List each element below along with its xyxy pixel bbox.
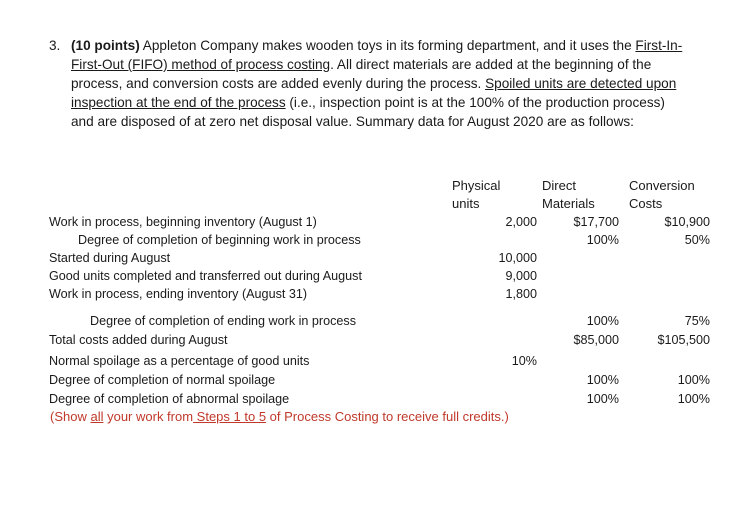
row-conversion: 100%	[677, 373, 710, 387]
row-materials: 100%	[586, 233, 619, 247]
instruction-note	[50, 409, 509, 424]
row-label: Degree of completion of ending work in process	[90, 314, 357, 328]
header-conversion-line1: Conversion	[629, 178, 695, 193]
row-conversion: 50%	[684, 233, 710, 247]
question-number: 3.	[49, 38, 61, 53]
row-conversion: 75%	[684, 314, 710, 328]
row-conversion: $10,900	[664, 215, 710, 229]
row-label: Degree of completion of abnormal spoilage	[49, 392, 290, 406]
row-label: Started during August	[49, 251, 171, 265]
question-text	[71, 36, 686, 131]
row-label: Normal spoilage as a percentage of good units	[49, 354, 310, 368]
note-part-3: of Process Costing to receive full credits.)	[266, 409, 509, 424]
row-materials: 100%	[586, 392, 619, 406]
row-materials: 100%	[586, 373, 619, 387]
row-label: Total costs added during August	[49, 333, 228, 347]
table-row	[0, 390, 751, 408]
row-units: 2,000	[505, 215, 537, 229]
row-label: Work in process, ending inventory (August 31)	[49, 287, 308, 301]
question-text-part-3: (i.e., inspection point is at the 100% of the production process) and are disposed of at zero net disposal value. Summary data for August 2020 are as follows:	[71, 95, 665, 129]
question-points: (10 points)	[71, 38, 140, 53]
question-text-part-1: Appleton Company makes wooden toys in its forming department, and it uses the	[139, 38, 636, 53]
fifo-method-phrase: First-In-First-Out (FIFO) method of process costing	[71, 38, 683, 72]
row-units: 9,000	[505, 269, 537, 283]
row-materials: 100%	[586, 314, 619, 328]
note-all: all	[90, 409, 104, 424]
table-row	[0, 213, 751, 231]
table-row	[0, 312, 751, 330]
table-row	[0, 285, 751, 303]
row-label: Work in process, beginning inventory (August 1)	[49, 215, 317, 229]
header-physical-line1: Physical	[452, 178, 501, 193]
row-conversion: 100%	[677, 392, 710, 406]
row-materials: $85,000	[573, 333, 619, 347]
header-conversion-line2: Costs	[629, 196, 663, 211]
row-units: 1,800	[505, 287, 537, 301]
header-materials-line1: Direct	[542, 178, 576, 193]
row-conversion: $105,500	[657, 333, 710, 347]
table-row	[0, 231, 751, 249]
table-row	[0, 249, 751, 267]
note-part-2: your work from	[103, 409, 194, 424]
header-materials-line2: Materials	[542, 196, 595, 211]
table-row	[0, 352, 751, 370]
row-units: 10%	[511, 354, 537, 368]
spoiled-units-phrase: Spoiled units are detected upon inspection at the end of the process	[71, 76, 677, 110]
note-part-1: (Show	[50, 409, 91, 424]
row-label: Degree of completion of beginning work in process	[78, 233, 361, 247]
table-row	[0, 371, 751, 389]
row-label: Good units completed and transferred out during August	[49, 269, 362, 283]
row-label: Degree of completion of normal spoilage	[49, 373, 276, 387]
question-text-part-2: . All direct materials are added at the beginning of the process, and conversion costs are added evenly during the process.	[71, 57, 652, 91]
note-steps: Steps 1 to 5	[193, 409, 267, 424]
row-units: 10,000	[498, 251, 537, 265]
table-row	[0, 267, 751, 285]
table-row	[0, 331, 751, 349]
header-physical-line2: units	[452, 196, 480, 211]
row-materials: $17,700	[573, 215, 619, 229]
